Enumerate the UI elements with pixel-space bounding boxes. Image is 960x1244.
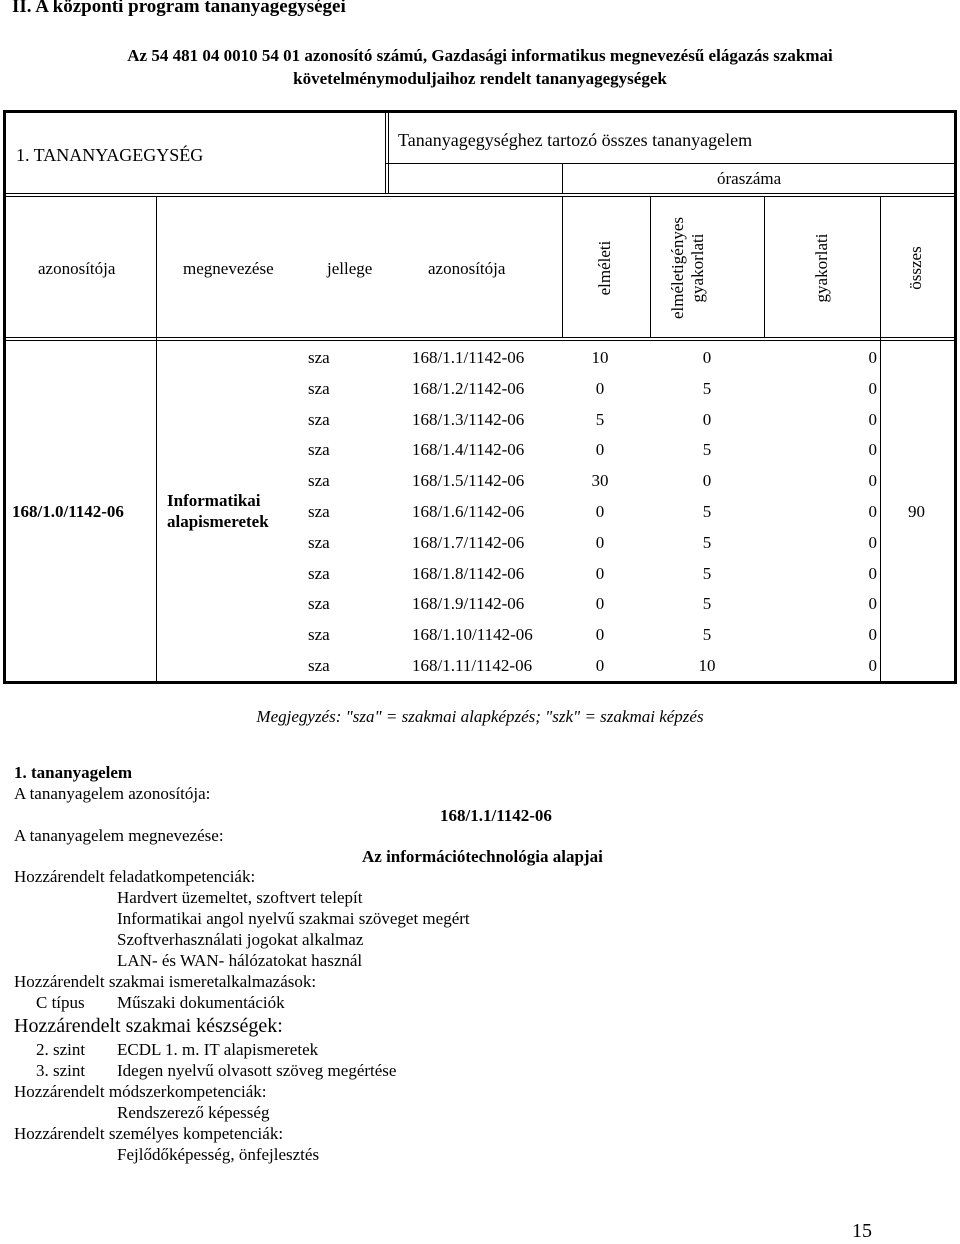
row-element-id: 168/1.8/1142-06	[412, 563, 525, 583]
col-unit-id: azonosítója	[38, 259, 116, 278]
row-practice-hours: 0	[868, 563, 877, 583]
table-row	[0, 344, 960, 374]
header-divider	[385, 163, 957, 164]
row-theory-practice-hours: 5	[702, 532, 712, 552]
row-theory-practice-hours: 0	[702, 409, 712, 429]
header-vline-2	[388, 110, 389, 194]
row-type: sza	[308, 440, 330, 460]
col-theory-practice	[668, 198, 708, 338]
table-row	[0, 529, 960, 559]
row-theory-hours: 10	[591, 348, 609, 367]
row-element-id: 168/1.3/1142-06	[412, 409, 525, 429]
unit-name-line-2: alapismeretek	[167, 512, 269, 531]
row-theory-hours: 0	[595, 625, 605, 645]
row-theory-hours: 5	[595, 409, 605, 429]
row-type: sza	[308, 625, 330, 645]
row-type: sza	[308, 409, 330, 429]
row-practice-hours: 0	[868, 409, 877, 429]
row-type: sza	[308, 348, 330, 367]
col-unit-name: megnevezése	[183, 259, 274, 278]
header-bottom-line-1	[3, 193, 957, 194]
row-element-id: 168/1.7/1142-06	[412, 532, 525, 552]
table-row	[0, 652, 960, 682]
row-theory-hours: 30	[591, 471, 609, 491]
element-id-label: A tananyagelem azonosítója:	[14, 784, 211, 803]
method-competence-value: Rendszerező képesség	[117, 1103, 270, 1122]
unit-id: 168/1.0/1142-06	[12, 502, 124, 521]
row-type: sza	[308, 471, 330, 491]
row-practice-hours: 0	[868, 502, 877, 521]
col-type: jellege	[327, 259, 373, 278]
task-item: LAN- és WAN- hálózatokat használ	[117, 951, 363, 970]
task-item: Szoftverhasználati jogokat alkalmaz	[117, 930, 364, 949]
knowledge-label: Hozzárendelt szakmai ismeretalkalmazások:	[14, 972, 317, 991]
table-row	[0, 590, 960, 620]
personal-competence-value: Fejlődőképesség, önfejlesztés	[117, 1145, 320, 1164]
table-row	[0, 621, 960, 651]
page-number: 15	[852, 1220, 872, 1242]
table-row	[0, 436, 960, 466]
col-element-id: azonosítója	[428, 259, 506, 278]
task-item: Informatikai angol nyelvű szakmai szöveget megért	[117, 909, 470, 928]
row-theory-hours: 0	[595, 656, 605, 675]
personal-competence-label: Hozzárendelt személyes kompetenciák:	[14, 1124, 284, 1143]
row-practice-hours: 0	[868, 378, 877, 398]
table-row	[0, 467, 960, 497]
row-type: sza	[308, 502, 330, 521]
subtitle-line-2: követelménymoduljaihoz rendelt tananyagegységek	[293, 69, 667, 88]
element-name-label: A tananyagelem megnevezése:	[14, 826, 224, 845]
hours-header: óraszáma	[717, 169, 782, 188]
row-theory-hours: 0	[595, 594, 605, 614]
col-total: összes	[906, 246, 925, 290]
elements-header: Tananyagegységhez tartozó összes tananyagelem	[398, 130, 753, 150]
row-element-id: 168/1.6/1142-06	[412, 502, 525, 521]
column-header-bottom-line-2	[3, 340, 957, 341]
row-theory-practice-hours: 5	[702, 625, 712, 645]
col-theory: elméleti	[595, 240, 614, 296]
element-heading: 1. tananyagelem	[14, 763, 133, 782]
header-bottom-line-2	[3, 196, 957, 197]
row-element-id: 168/1.1/1142-06	[412, 348, 525, 367]
row-theory-hours: 0	[595, 532, 605, 552]
row-element-id: 168/1.11/1142-06	[412, 656, 533, 675]
row-theory-hours: 0	[595, 378, 605, 398]
row-theory-practice-hours: 5	[702, 378, 712, 398]
row-practice-hours: 0	[868, 348, 877, 367]
skill-level: 3. szint	[36, 1061, 86, 1080]
col-line-3	[650, 196, 651, 338]
unit-total: 90	[908, 502, 925, 521]
row-theory-hours: 0	[595, 440, 605, 460]
row-theory-practice-hours: 5	[702, 594, 712, 614]
knowledge-type: C típus	[36, 993, 85, 1012]
table-row	[0, 406, 960, 436]
column-header-bottom-line-1	[3, 337, 957, 338]
table-row	[0, 375, 960, 405]
skill-level: 2. szint	[36, 1040, 86, 1059]
row-type: sza	[308, 594, 330, 614]
row-theory-practice-hours: 10	[698, 656, 716, 675]
skills-label: Hozzárendelt szakmai készségek:	[14, 1015, 283, 1037]
row-practice-hours: 0	[868, 594, 877, 614]
col-theory-practice-line-2: gyakorlati	[688, 233, 707, 303]
row-theory-practice-hours: 5	[702, 563, 712, 583]
header-vline-1	[385, 110, 386, 194]
row-theory-practice-hours: 0	[702, 471, 712, 491]
table-note: Megjegyzés: "sza" = szakmai alapképzés; "szk" = szakmai képzés	[256, 707, 704, 726]
row-practice-hours: 0	[868, 625, 877, 645]
row-practice-hours: 0	[868, 440, 877, 460]
section-title: II. A központi program tananyagegységei	[12, 0, 346, 17]
row-element-id: 168/1.5/1142-06	[412, 471, 525, 491]
skill-value: Idegen nyelvű olvasott szöveg megértése	[117, 1061, 397, 1080]
table-row	[0, 560, 960, 590]
col-line-2	[562, 196, 563, 338]
unit-name-line-1: Informatikai	[167, 491, 261, 510]
method-competence-label: Hozzárendelt módszerkompetenciák:	[14, 1082, 267, 1101]
row-theory-practice-hours: 5	[702, 502, 712, 521]
knowledge-value: Műszaki dokumentációk	[117, 993, 285, 1012]
hours-vline	[562, 163, 563, 194]
col-theory-practice-line-1: elméletigényes	[668, 217, 687, 319]
element-id-value: 168/1.1/1142-06	[440, 806, 552, 825]
row-element-id: 168/1.10/1142-06	[412, 625, 533, 645]
row-practice-hours: 0	[868, 532, 877, 552]
row-element-id: 168/1.4/1142-06	[412, 440, 525, 460]
subtitle-line-1: Az 54 481 04 0010 54 01 azonosító számú, Gazdasági informatikus megnevezésű elágazás szakmai	[127, 46, 833, 65]
row-element-id: 168/1.2/1142-06	[412, 378, 525, 398]
row-type: sza	[308, 532, 330, 552]
row-type: sza	[308, 656, 330, 675]
col-line-4	[764, 196, 765, 338]
table-row	[0, 498, 960, 528]
element-name-value: Az információtechnológia alapjai	[362, 847, 603, 866]
row-element-id: 168/1.9/1142-06	[412, 594, 525, 614]
unit-header: 1. TANANYAGEGYSÉG	[16, 145, 204, 165]
col-practice: gyakorlati	[812, 233, 831, 303]
row-theory-hours: 0	[595, 563, 605, 583]
row-theory-practice-hours: 0	[702, 348, 712, 367]
row-theory-hours: 0	[595, 502, 605, 521]
row-theory-practice-hours: 5	[702, 440, 712, 460]
row-practice-hours: 0	[868, 471, 877, 491]
task-competence-label: Hozzárendelt feladatkompetenciák:	[14, 867, 256, 886]
row-practice-hours: 0	[868, 656, 877, 675]
row-type: sza	[308, 378, 330, 398]
skill-value: ECDL 1. m. IT alapismeretek	[117, 1040, 319, 1059]
row-type: sza	[308, 563, 330, 583]
task-item: Hardvert üzemeltet, szoftvert telepít	[117, 888, 363, 907]
